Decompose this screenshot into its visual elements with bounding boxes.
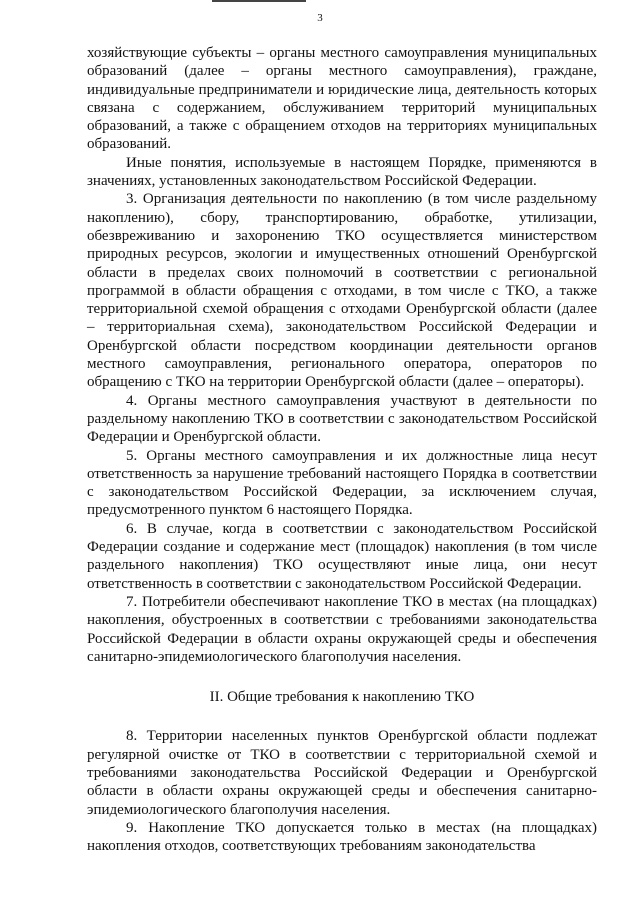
paragraph-item-7: 7. Потребители обеспечивают накопление ТКО в местах (на площадках) накопления, обустроенных в соответствии с требованиями законодательства Российской Федерации в области охраны окружающей среды и обеспечения санитарно-эпидемиологического благополучия населения. xyxy=(87,593,597,665)
paragraph-definitions: Иные понятия, используемые в настоящем Порядке, применяются в значениях, установленных законодательством Российской Федерации. xyxy=(87,154,597,190)
paragraph-item-4: 4. Органы местного самоуправления участвуют в деятельности по раздельному накоплению ТКО в соответствии с законодательством Российской Федерации и Оренбургской области. xyxy=(87,392,597,446)
paragraph-item-5: 5. Органы местного самоуправления и их должностные лица несут ответственность за нарушение требований настоящего Порядка в соответствии с законодательством Российской Федерации, за исключением случая, предусмотренного пунктом 6 настоящего Порядка. xyxy=(87,447,597,519)
page-number: 3 xyxy=(317,12,323,24)
paragraph-item-6: 6. В случае, когда в соответствии с законодательством Российской Федерации создание и содержание мест (площадок) накопления (в том числе раздельного накопления) ТКО осуществляют иные лица, они несут ответственность в соответствии с законодательством Российской Федерации. xyxy=(87,520,597,592)
paragraph-continuation: хозяйствующие субъекты – органы местного самоуправления муниципальных образований (далее – органы местного самоуправления), граждане, индивидуальные предприниматели и юридические лица, деятельность которых связана с содержанием, обслуживанием территорий муниципальных образований, а также с обращением отходов на территориях муниципальных образований. xyxy=(87,45,597,153)
paragraph-item-9: 9. Накопление ТКО допускается только в местах (на площадках) накопления отходов, соответствующих требованиям законодательства xyxy=(87,819,597,855)
paragraph-item-3: 3. Организация деятельности по накоплению (в том числе раздельному накоплению), сбору, транспортированию, обработке, утилизации, обезвреживанию и захоронению ТКО осуществляется министерством природных ресурсов, экологии и имущественных отношений Оренбургской области в пределах своих полномочий в соответствии с региональной программой в области обращения с отходами, в том числе с ТКО, а также территориальной схемой обращения с отходами Оренбургской области (далее – территориальная схема), законодательством Российской Федерации и Оренбургской области посредством координации деятельности органов местного самоуправления, регионального оператора, операторов по обращению с ТКО на территории Оренбургской области (далее – операторы). xyxy=(87,191,597,391)
section-heading: II. Общие требования к накоплению ТКО xyxy=(209,689,475,706)
top-rule xyxy=(212,0,306,2)
paragraph-item-8: 8. Территории населенных пунктов Оренбургской области подлежат регулярной очистке от ТКО в соответствии с территориальной схемой и требованиями законодательства Российской Федерации и Оренбургской области в области охраны окружающей среды и обеспечения санитарно-эпидемиологического благополучия населения. xyxy=(87,728,597,818)
document-body xyxy=(87,44,597,855)
